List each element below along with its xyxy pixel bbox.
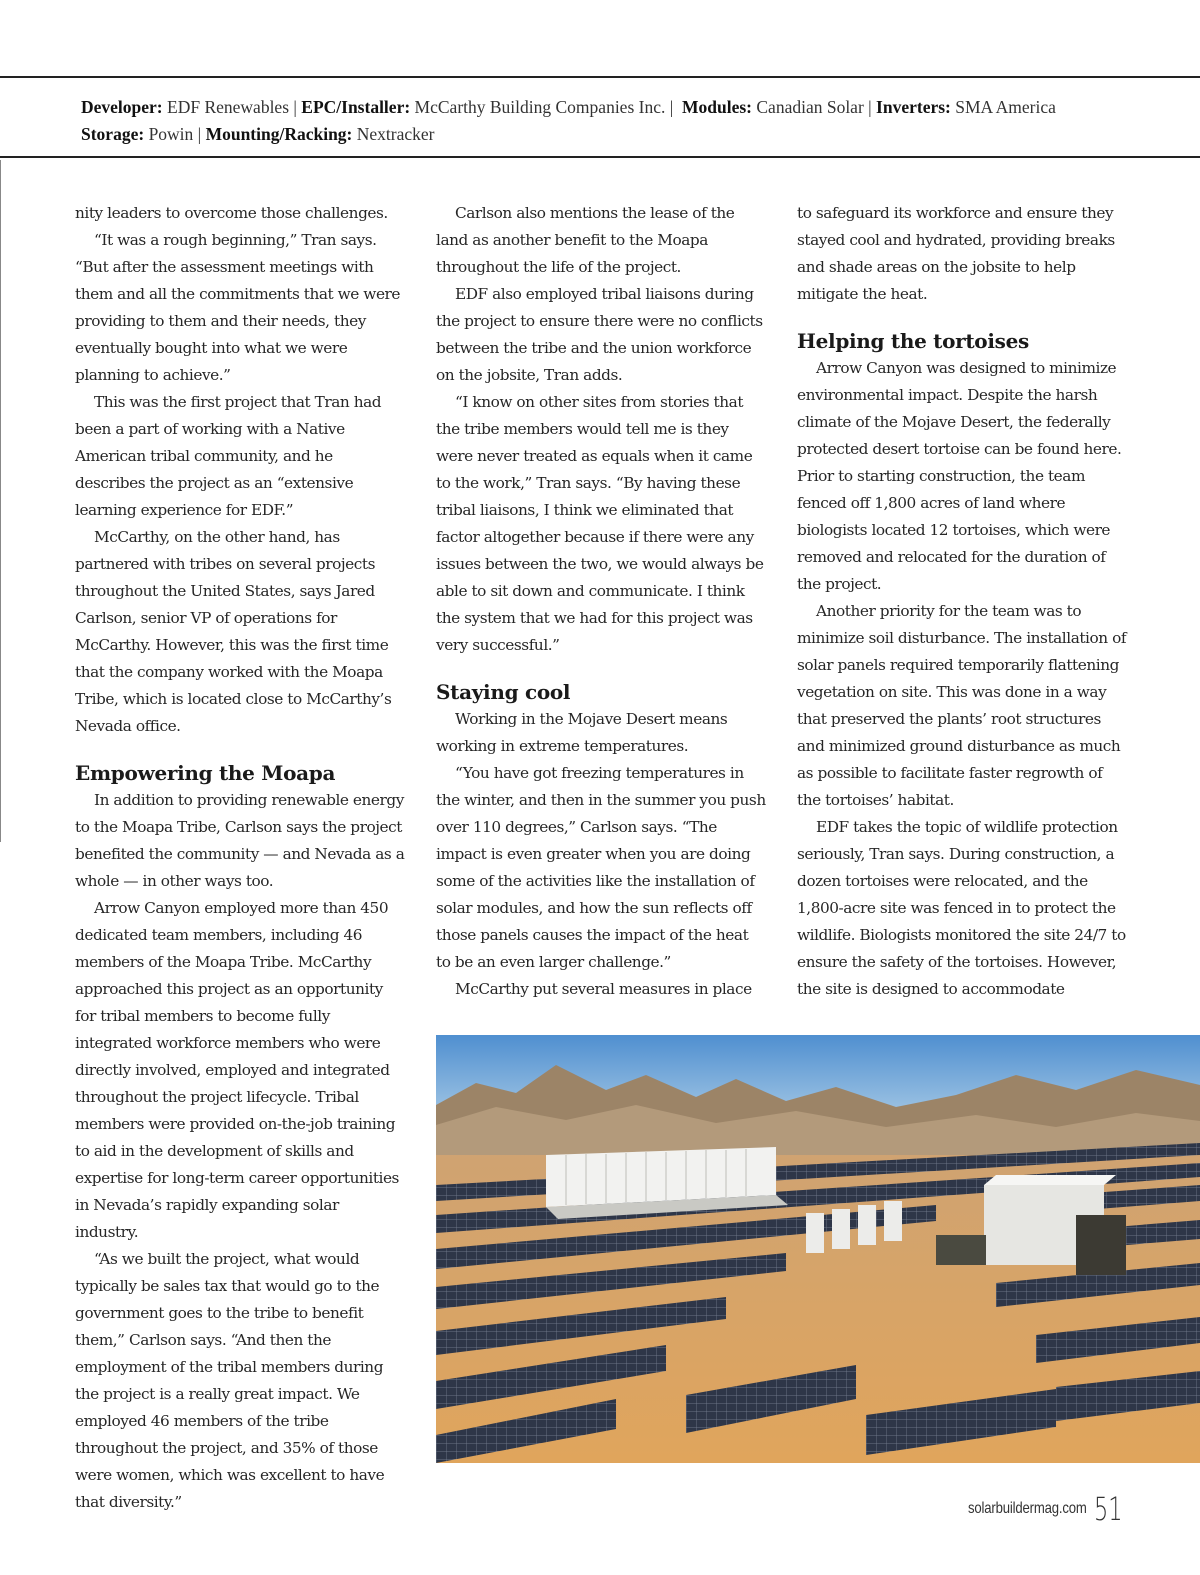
paragraph: “As we built the project, what would typically be sales tax that would go to the government goes to the tribe to benefit them,” Carlson says. “And then the employment of the tribal members during the project is a really great impact. We employed 46 members of the tribe throughout the project, and 35% of those were women, which was excellent to have that diversity.” [75, 1250, 385, 1511]
epc-label: EPC/Installer: [301, 97, 411, 117]
developer-label: Developer: [81, 97, 163, 117]
epc-value: McCarthy Building Companies Inc. [414, 97, 666, 117]
article-column-1 [75, 200, 405, 1516]
storage-label: Storage: [81, 124, 145, 144]
solar-farm-photo [436, 1035, 1200, 1463]
paragraph: This was the first project that Tran had been a part of working with a Native American tribal community, and he describes the project as an “extensive learning experience for EDF.” [75, 393, 382, 519]
paragraph: McCarthy put several measures in place [455, 980, 752, 998]
modules-label: Modules: [682, 97, 752, 117]
paragraph: nity leaders to overcome those challenges. [75, 204, 388, 222]
storage-value: Powin [148, 124, 194, 144]
paragraph: EDF also employed tribal liaisons during the project to ensure there were no conflicts between the tribe and the union workforce on the jobsite, Tran adds. [436, 285, 763, 384]
bottom-rule [0, 156, 1200, 158]
paragraph: “You have got freezing temperatures in the winter, and then in the summer you push over 110 degrees,” Carlson says. “The impact is even greater when you are doing some of the activities like the installation of solar modules, and how the sun reflects off those panels causes the impact of the heat to be an even larger challenge.” [436, 764, 766, 971]
paragraph: to safeguard its workforce and ensure they stayed cool and hydrated, providing breaks and shade areas on the jobsite to help mitigate the heat. [797, 204, 1115, 303]
paragraph: “It was a rough beginning,” Tran says. “But after the assessment meetings with them and all the commitments that we were providing to them and their needs, they eventually bought into what we were planning to achieve.” [75, 231, 401, 384]
page-edge-line [0, 160, 1, 842]
paragraph: Carlson also mentions the lease of the land as another benefit to the Moapa throughout the life of the project. [436, 204, 735, 276]
article-column-2 [436, 200, 766, 1003]
project-credits: Developer: EDF Renewables | EPC/Installer: McCarthy Building Companies Inc. | Modules: Canadian Solar | Inverters: SMA America Storage: Powin | Mounting/Racking: Nextracker [81, 97, 1056, 144]
paragraph: EDF takes the topic of wildlife protection seriously, Tran says. During construction, a dozen tortoises were relocated, and the 1,800-acre site was fenced in to protect the wildlife. Biologists monitored the site 24/7 to ensure the safety of the tortoises. However, the site is designed to accommodate [797, 818, 1126, 998]
paragraph: In addition to providing renewable energy to the Moapa Tribe, Carlson says the project benefited the community — and Nevada as a whole — in other ways too. [75, 791, 405, 890]
paragraph: “I know on other sites from stories that the tribe members would tell me is they were never treated as equals when it came to the work,” Tran says. “By having these tribal liaisons, I think we eliminated that factor altogether because if there were any issues between the two, we would always be able to sit down and communicate. I think the system that we had for this project was very successful.” [436, 393, 764, 654]
developer-value: EDF Renewables [167, 97, 290, 117]
paragraph: McCarthy, on the other hand, has partnered with tribes on several projects throughout the United States, says Jared Carlson, senior VP of operations for McCarthy. However, this was the first time that the company worked with the Moapa Tribe, which is located close to McCarthy’s Nevada office. [75, 528, 392, 735]
mounting-value: Nextracker [356, 124, 435, 144]
footer-website: solarbuildermag.com [968, 1500, 1087, 1517]
paragraph: Arrow Canyon was designed to minimize environmental impact. Despite the harsh climate of the Mojave Desert, the federally protected desert tortoise can be found here. Prior to starting construction, the team fenced off 1,800 acres of land where biologists located 12 tortoises, which were removed and relocated for the duration of the project. [797, 359, 1122, 593]
inverters-value: SMA America [955, 97, 1056, 117]
paragraph: Arrow Canyon employed more than 450 dedicated team members, including 46 members of the Moapa Tribe. McCarthy approached this project as an opportunity for tribal members to become fully integrated workforce members who were directly involved, employed and integrated throughout the project lifecycle. Tribal members were provided on-the-job training to aid in the development of skills and expertise for long-term career opportunities in Nevada’s rapidly expanding solar industry. [75, 899, 399, 1241]
section-heading: Helping the tortoises [797, 329, 1029, 353]
modules-value: Canadian Solar [756, 97, 864, 117]
paragraph: Working in the Mojave Desert means working in extreme temperatures. [436, 710, 728, 755]
mounting-label: Mounting/Racking: [205, 124, 353, 144]
section-heading: Staying cool [436, 680, 571, 704]
section-heading: Empowering the Moapa [75, 761, 336, 785]
top-rule [0, 76, 1200, 78]
paragraph: Another priority for the team was to minimize soil disturbance. The installation of solar panels required temporarily flattening vegetation on site. This was done in a way that preserved the plants’ root structures and minimized ground disturbance as much as possible to facilitate faster regrowth of the tortoises’ habitat. [797, 602, 1127, 809]
inverters-label: Inverters: [876, 97, 951, 117]
article-column-3 [797, 200, 1127, 1003]
page-number: 51 [1094, 1490, 1123, 1528]
